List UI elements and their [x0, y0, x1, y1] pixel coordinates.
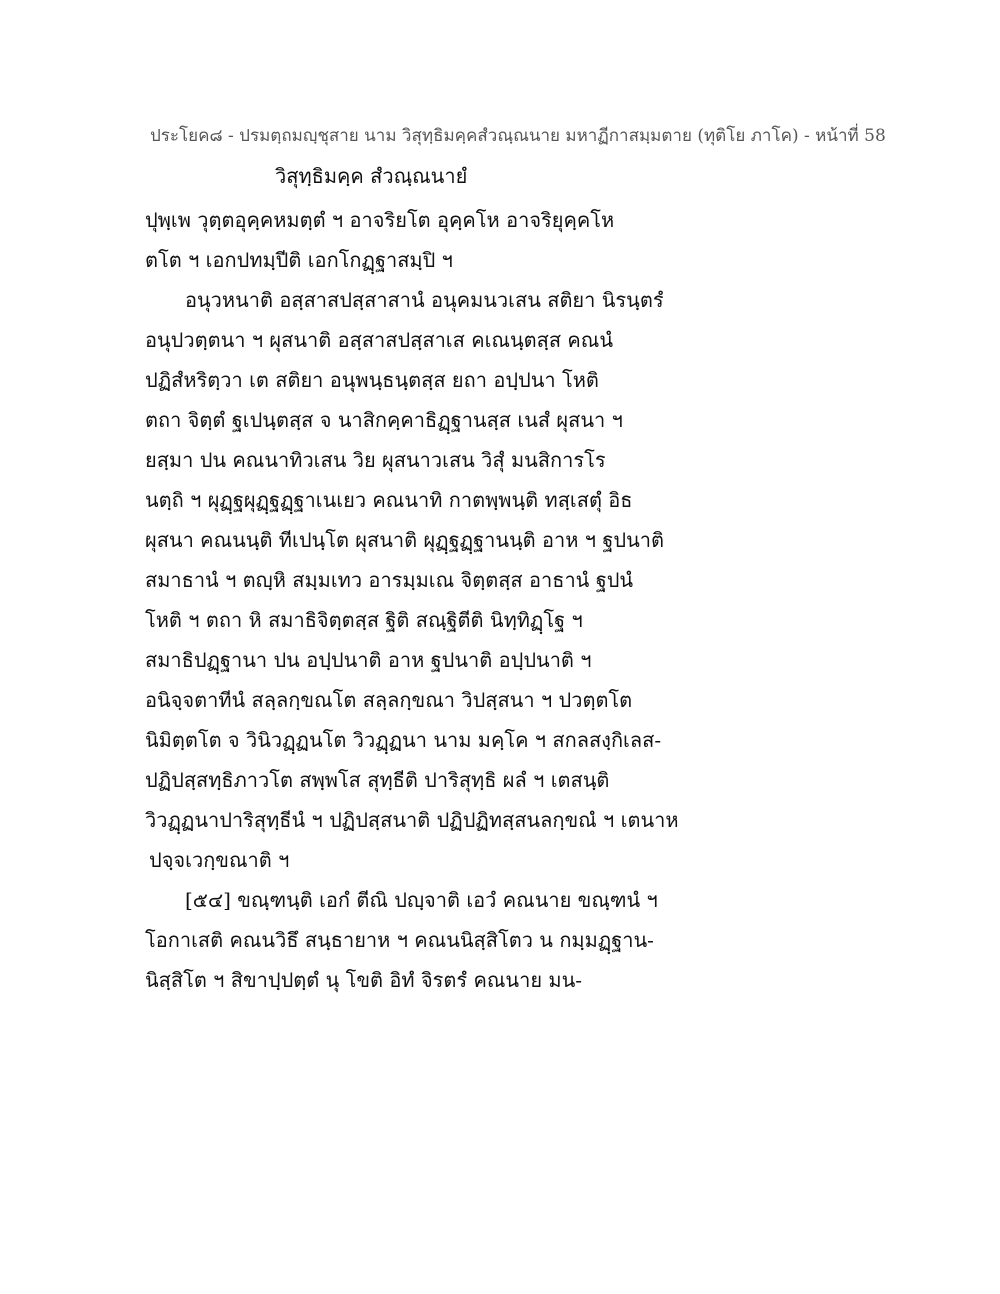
text-line: นตฺถิ ฯ ผุฏฺฐผุฏฺฐฏฺฐาเนเยว คณนาทิ กาตพฺพนฺติ ทสฺเสตุํ อิธ [145, 488, 633, 512]
body-text [145, 200, 845, 1000]
text-line: วิวฏฺฏนาปาริสุทฺธีนํ ฯ ปฏิปสฺสนาติ ปฏิปฏิทสฺสนลกฺขณํ ฯ เตนาห [145, 808, 679, 832]
text-line: ผุสนา คณนนฺติ ทีเปนฺโต ผุสนาติ ผุฏฺฐฏฺฐานนฺติ อาห ฯ ฐปนาติ [145, 528, 665, 552]
text-line: สมาธิปฏฺฐานา ปน อปฺปนาติ อาห ฐปนาติ อปฺปนาติ ฯ [145, 648, 592, 672]
section-heading: วิสุทฺธิมคฺค สํวณฺณนายํ [275, 164, 468, 188]
text-line: [๕๔] ขณฺฑนฺติ เอกํ ตีณิ ปญฺจาติ เอวํ คณนาย ขณฺฑนํ ฯ [185, 888, 658, 912]
text-line: ตโต ฯ เอกปทมฺปีติ เอกโกฏฺฐาสมฺปิ ฯ [145, 248, 453, 272]
text-line: โอกาเสติ คณนวิธึ สนฺธายาห ฯ คณนนิสฺสิโตว น กมฺมฏฺฐาน- [145, 928, 654, 952]
text-line: ปจฺจเวกฺขณาติ ฯ [149, 848, 290, 872]
text-line: นิสฺสิโต ฯ สิขาปฺปตฺตํ นุ โขติ อิทํ จิรตรํ คณนาย มน- [145, 968, 583, 992]
running-header: ประโยค๘ - ปรมตฺถมญฺชุสาย นาม วิสุทฺธิมคฺคสํวณฺณนาย มหาฏีกาสมฺมตาย (ทุติโย ภาโค) - หน้าที่ 58 [150, 126, 886, 146]
text-line: ปฏิสํหริตฺวา เต สติยา อนุพนฺธนฺตสฺส ยถา อปฺปนา โหติ [145, 368, 599, 392]
text-line: ปุพฺเพ วุตฺตอุคฺคหมตฺตํ ฯ อาจริยโต อุคฺคโห อาจริยุคฺคโห [145, 208, 615, 232]
text-line: ปฏิปสฺสทฺธิภาวโต สพฺพโส สุทฺธีติ ปาริสุทฺธิ ผลํ ฯ เตสนฺติ [145, 768, 610, 792]
text-line: อนุปวตฺตนา ฯ ผุสนาติ อสฺสาสปสฺสาเส คเณนฺตสฺส คณนํ [145, 328, 614, 352]
text-line: สมาธานํ ฯ ตญฺหิ สมฺมเทว อารมฺมเณ จิตฺตสฺส อาธานํ ฐปนํ [145, 568, 634, 592]
text-line: อนุวหนาติ อสฺสาสปสฺสาสานํ อนุคมนวเสน สติยา นิรนฺตรํ [185, 288, 664, 312]
text-line: อนิจฺจตาทีนํ สลฺลกฺขณโต สลฺลกฺขณา วิปสฺสนา ฯ ปวตฺตโต [145, 688, 633, 712]
text-line: โหติ ฯ ตถา หิ สมาธิจิตฺตสฺส ฐิติ สณฺฐิตีติ นิทฺทิฏฺโฐ ฯ [145, 608, 583, 632]
text-line: ยสฺมา ปน คณนาทิวเสน วิย ผุสนาวเสน วิสุํ มนสิการโร [145, 448, 606, 472]
text-line: นิมิตฺตโต จ วินิวฏฺฏนโต วิวฏฺฏนา นาม มคฺโค ฯ สกลสงฺกิเลส- [145, 728, 662, 752]
text-line: ตถา จิตฺตํ ฐเปนฺตสฺส จ นาสิกคฺคาธิฏฺฐานสฺส เนสํ ผุสนา ฯ [145, 408, 623, 432]
